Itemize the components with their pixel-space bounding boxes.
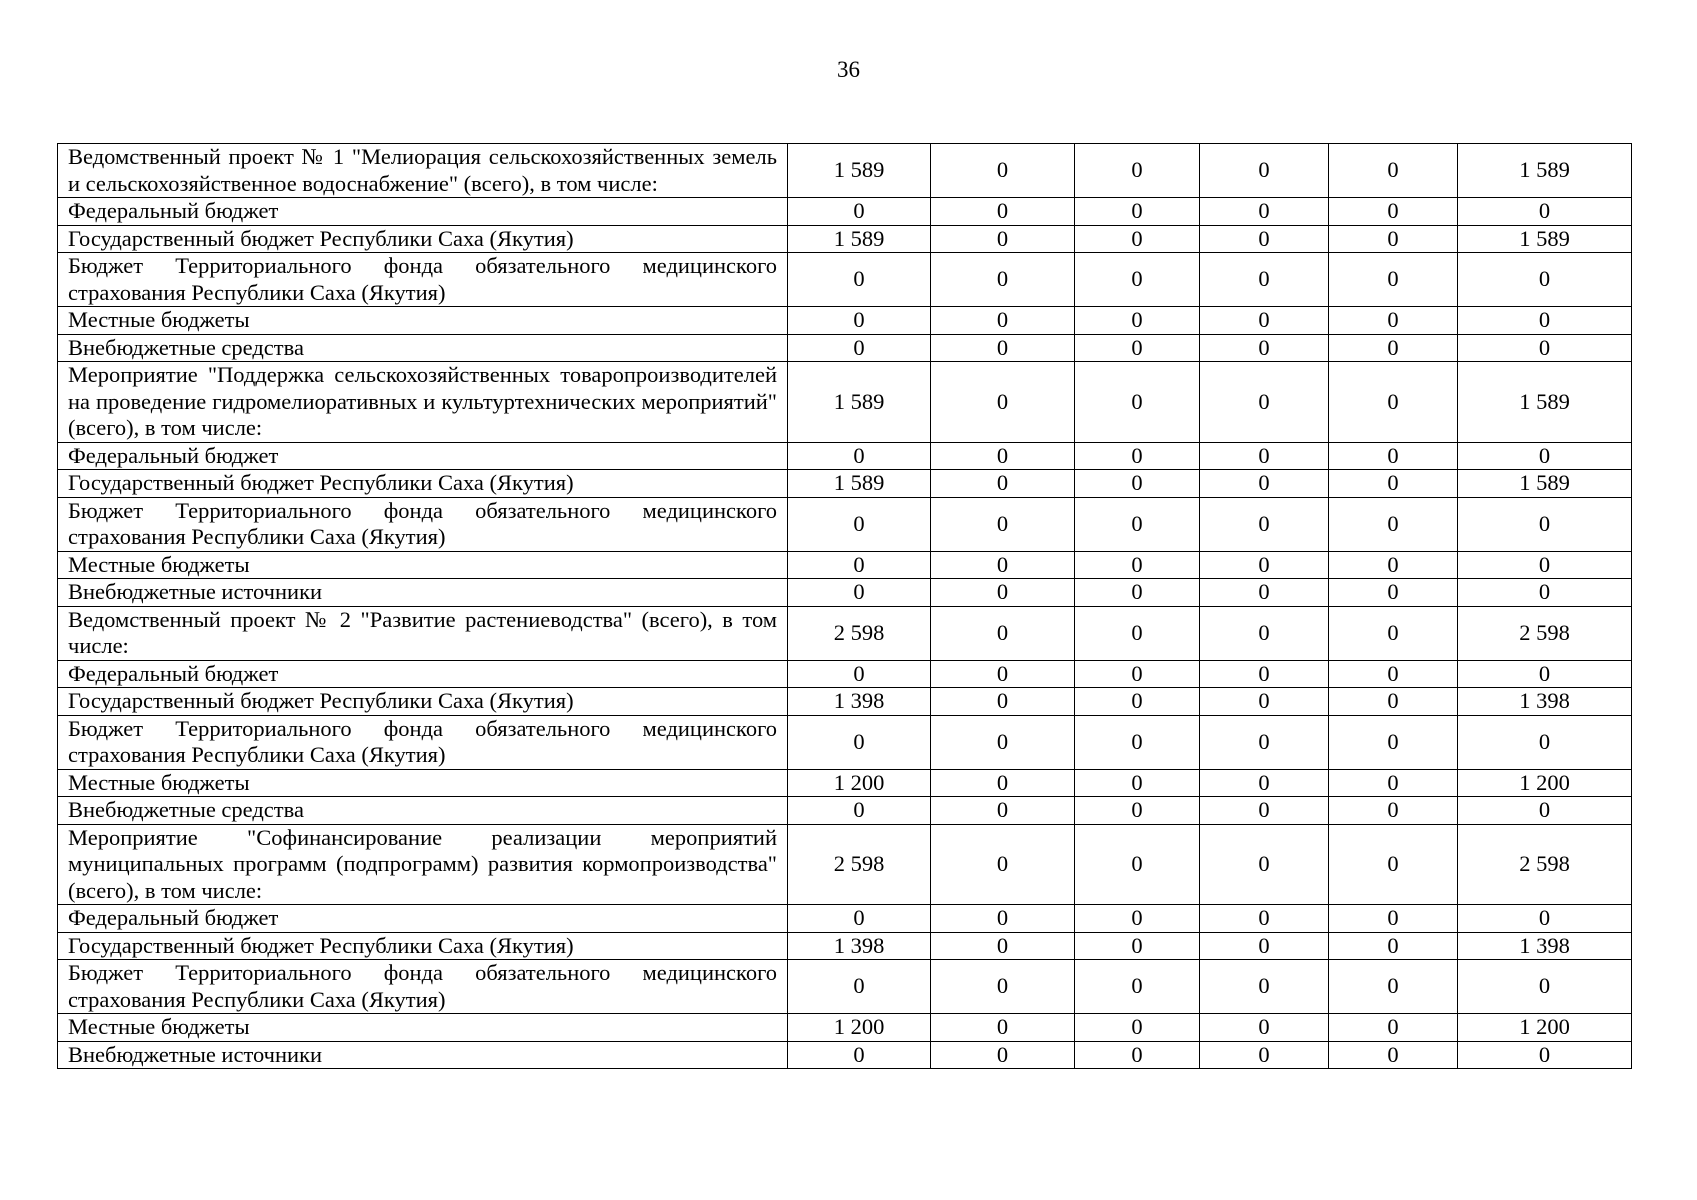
row-value: 0: [1200, 362, 1329, 443]
row-value: 0: [931, 824, 1075, 905]
row-value: 0: [788, 334, 931, 362]
table-row: [58, 660, 1632, 688]
row-value: 0: [1458, 660, 1632, 688]
row-value: 0: [931, 307, 1075, 335]
row-value: 0: [931, 551, 1075, 579]
row-value: 0: [1329, 1014, 1458, 1042]
table-row: [58, 1041, 1632, 1069]
table-row: [58, 307, 1632, 335]
row-label: Государственный бюджет Республики Саха (Якутия): [58, 688, 788, 716]
page-number: 36: [837, 57, 860, 82]
row-value: 0: [1329, 225, 1458, 253]
row-label: Государственный бюджет Республики Саха (Якутия): [58, 470, 788, 498]
row-value: 0: [1200, 225, 1329, 253]
row-value: 1 398: [788, 932, 931, 960]
row-value: 0: [931, 442, 1075, 470]
row-value: 1 200: [1458, 769, 1632, 797]
row-value: 0: [1329, 797, 1458, 825]
row-value: 1 589: [1458, 144, 1632, 198]
row-value: 0: [1200, 960, 1329, 1014]
row-value: 0: [1329, 253, 1458, 307]
row-value: 1 398: [788, 688, 931, 716]
budget-table: [57, 143, 1632, 1069]
row-value: 0: [931, 1041, 1075, 1069]
row-value: 0: [1200, 334, 1329, 362]
row-value: 0: [1200, 253, 1329, 307]
row-value: 0: [931, 334, 1075, 362]
row-value: 0: [1329, 606, 1458, 660]
table-row: [58, 579, 1632, 607]
row-label: Внебюджетные средства: [58, 334, 788, 362]
row-value: 0: [931, 579, 1075, 607]
row-value: 2 598: [788, 824, 931, 905]
row-value: 0: [1200, 497, 1329, 551]
row-value: 0: [788, 797, 931, 825]
row-value: 1 589: [788, 225, 931, 253]
row-value: 1 589: [788, 470, 931, 498]
row-value: 0: [1458, 715, 1632, 769]
row-value: 1 398: [1458, 932, 1632, 960]
row-value: 0: [788, 579, 931, 607]
table-row: [58, 470, 1632, 498]
row-value: 0: [1329, 905, 1458, 933]
row-value: 1 589: [1458, 470, 1632, 498]
row-value: 0: [931, 769, 1075, 797]
row-value: 0: [1329, 334, 1458, 362]
row-value: 0: [1458, 198, 1632, 226]
row-value: 0: [1075, 688, 1200, 716]
row-value: 1 200: [788, 1014, 931, 1042]
row-label: Ведомственный проект № 1 "Мелиорация сельскохозяйственных земель и сельскохозяйственное водоснабжение" (всего), в том числе:: [58, 144, 788, 198]
row-value: 0: [1075, 1041, 1200, 1069]
row-value: 0: [788, 551, 931, 579]
row-value: 0: [1329, 497, 1458, 551]
row-value: 0: [1075, 660, 1200, 688]
row-value: 0: [1075, 307, 1200, 335]
row-value: 2 598: [1458, 606, 1632, 660]
row-label: Бюджет Территориального фонда обязательного медицинского страхования Республики Саха (Якутия): [58, 497, 788, 551]
row-label: Мероприятие "Софинансирование реализации мероприятий муниципальных программ (подпрограмм) развития кормопроизводства" (всего), в том числе:: [58, 824, 788, 905]
row-value: 0: [931, 144, 1075, 198]
table-row: [58, 334, 1632, 362]
row-value: 0: [1329, 769, 1458, 797]
row-label: Бюджет Территориального фонда обязательного медицинского страхования Республики Саха (Якутия): [58, 253, 788, 307]
row-value: 0: [1200, 905, 1329, 933]
row-value: 0: [1075, 905, 1200, 933]
row-value: 0: [1200, 824, 1329, 905]
row-value: 0: [1075, 551, 1200, 579]
table-row: [58, 198, 1632, 226]
row-value: 0: [931, 960, 1075, 1014]
row-value: 0: [1200, 144, 1329, 198]
row-value: 1 589: [788, 144, 931, 198]
row-value: 0: [1075, 715, 1200, 769]
table-row: [58, 932, 1632, 960]
row-value: 0: [1458, 442, 1632, 470]
row-value: 0: [788, 497, 931, 551]
row-value: 0: [1075, 797, 1200, 825]
row-value: 0: [1329, 551, 1458, 579]
row-label: Ведомственный проект № 2 "Развитие растениеводства" (всего), в том числе:: [58, 606, 788, 660]
row-value: 0: [1075, 579, 1200, 607]
row-label: Федеральный бюджет: [58, 905, 788, 933]
row-value: 0: [1075, 960, 1200, 1014]
row-value: 1 398: [1458, 688, 1632, 716]
row-value: 0: [1200, 1014, 1329, 1042]
table-row: [58, 497, 1632, 551]
row-label: Бюджет Территориального фонда обязательного медицинского страхования Республики Саха (Якутия): [58, 960, 788, 1014]
row-value: 0: [1200, 797, 1329, 825]
row-value: 0: [1458, 797, 1632, 825]
row-value: 0: [1200, 1041, 1329, 1069]
row-value: 0: [1075, 334, 1200, 362]
row-value: 0: [1075, 824, 1200, 905]
row-value: 0: [1329, 688, 1458, 716]
row-value: 0: [1458, 960, 1632, 1014]
row-value: 0: [1200, 551, 1329, 579]
row-value: 0: [1075, 253, 1200, 307]
table-row: [58, 551, 1632, 579]
row-value: 0: [1329, 362, 1458, 443]
table-row: [58, 253, 1632, 307]
row-label: Бюджет Территориального фонда обязательного медицинского страхования Республики Саха (Якутия): [58, 715, 788, 769]
row-value: 0: [788, 905, 931, 933]
row-value: 0: [1458, 497, 1632, 551]
table-row: [58, 797, 1632, 825]
table-row: [58, 362, 1632, 443]
row-value: 0: [1200, 198, 1329, 226]
row-value: 2 598: [1458, 824, 1632, 905]
row-value: 0: [1075, 198, 1200, 226]
row-value: 0: [1458, 307, 1632, 335]
row-value: 0: [1200, 579, 1329, 607]
row-value: 0: [931, 688, 1075, 716]
row-value: 0: [931, 715, 1075, 769]
row-label: Внебюджетные средства: [58, 797, 788, 825]
row-value: 0: [1458, 579, 1632, 607]
row-value: 0: [931, 497, 1075, 551]
row-value: 0: [1200, 442, 1329, 470]
row-value: 0: [931, 470, 1075, 498]
budget-table-body: [58, 144, 1632, 1069]
row-label: Федеральный бюджет: [58, 660, 788, 688]
row-value: 0: [1200, 932, 1329, 960]
row-value: 0: [1075, 442, 1200, 470]
row-value: 0: [931, 932, 1075, 960]
row-value: 0: [1458, 1041, 1632, 1069]
row-value: 0: [931, 198, 1075, 226]
row-value: 0: [931, 253, 1075, 307]
row-value: 0: [1075, 932, 1200, 960]
row-value: 0: [1329, 442, 1458, 470]
row-value: 0: [1200, 769, 1329, 797]
row-value: 1 200: [788, 769, 931, 797]
row-value: 0: [931, 1014, 1075, 1042]
row-value: 1 589: [788, 362, 931, 443]
row-value: 0: [788, 307, 931, 335]
row-value: 0: [788, 198, 931, 226]
table-row: [58, 1014, 1632, 1042]
row-label: Государственный бюджет Республики Саха (Якутия): [58, 225, 788, 253]
row-value: 1 589: [1458, 225, 1632, 253]
row-label: Местные бюджеты: [58, 551, 788, 579]
row-label: Местные бюджеты: [58, 769, 788, 797]
row-label: Местные бюджеты: [58, 307, 788, 335]
row-value: 0: [1458, 334, 1632, 362]
row-value: 0: [788, 253, 931, 307]
row-value: 0: [1458, 551, 1632, 579]
row-value: 0: [1458, 905, 1632, 933]
row-value: 0: [931, 905, 1075, 933]
row-value: 0: [1329, 144, 1458, 198]
row-value: 0: [931, 606, 1075, 660]
row-value: 0: [1200, 307, 1329, 335]
row-value: 0: [1329, 824, 1458, 905]
row-value: 0: [1075, 1014, 1200, 1042]
row-value: 0: [788, 1041, 931, 1069]
row-value: 0: [931, 362, 1075, 443]
row-value: 0: [788, 442, 931, 470]
row-value: 0: [1329, 932, 1458, 960]
row-value: 0: [931, 797, 1075, 825]
table-row: [58, 960, 1632, 1014]
table-row: [58, 442, 1632, 470]
row-value: 0: [1329, 660, 1458, 688]
table-row: [58, 688, 1632, 716]
row-value: 2 598: [788, 606, 931, 660]
row-value: 0: [1329, 579, 1458, 607]
table-row: [58, 905, 1632, 933]
row-value: 0: [1200, 715, 1329, 769]
row-value: 0: [1075, 144, 1200, 198]
row-value: 0: [931, 225, 1075, 253]
row-value: 0: [1329, 715, 1458, 769]
row-value: 0: [1458, 253, 1632, 307]
table-row: [58, 606, 1632, 660]
table-row: [58, 225, 1632, 253]
row-value: 0: [1329, 1041, 1458, 1069]
row-value: 0: [1075, 769, 1200, 797]
row-value: 0: [788, 960, 931, 1014]
row-label: Федеральный бюджет: [58, 198, 788, 226]
row-value: 0: [1329, 960, 1458, 1014]
row-value: 0: [788, 715, 931, 769]
table-row: [58, 144, 1632, 198]
row-value: 0: [1075, 606, 1200, 660]
row-label: Внебюджетные источники: [58, 1041, 788, 1069]
row-label: Местные бюджеты: [58, 1014, 788, 1042]
row-label: Мероприятие "Поддержка сельскохозяйственных товаропроизводителей на проведение гидромелиоративных и культуртехнических мероприятий" (всего), в том числе:: [58, 362, 788, 443]
row-label: Внебюджетные источники: [58, 579, 788, 607]
row-value: 1 589: [1458, 362, 1632, 443]
row-value: 0: [1075, 362, 1200, 443]
row-value: 0: [931, 660, 1075, 688]
table-row: [58, 715, 1632, 769]
row-value: 0: [1075, 470, 1200, 498]
row-value: 0: [1329, 307, 1458, 335]
row-value: 0: [788, 660, 931, 688]
row-value: 1 200: [1458, 1014, 1632, 1042]
row-value: 0: [1200, 470, 1329, 498]
row-label: Государственный бюджет Республики Саха (Якутия): [58, 932, 788, 960]
row-label: Федеральный бюджет: [58, 442, 788, 470]
table-row: [58, 769, 1632, 797]
row-value: 0: [1200, 688, 1329, 716]
row-value: 0: [1200, 660, 1329, 688]
row-value: 0: [1329, 470, 1458, 498]
row-value: 0: [1200, 606, 1329, 660]
row-value: 0: [1075, 225, 1200, 253]
row-value: 0: [1075, 497, 1200, 551]
table-row: [58, 824, 1632, 905]
row-value: 0: [1329, 198, 1458, 226]
